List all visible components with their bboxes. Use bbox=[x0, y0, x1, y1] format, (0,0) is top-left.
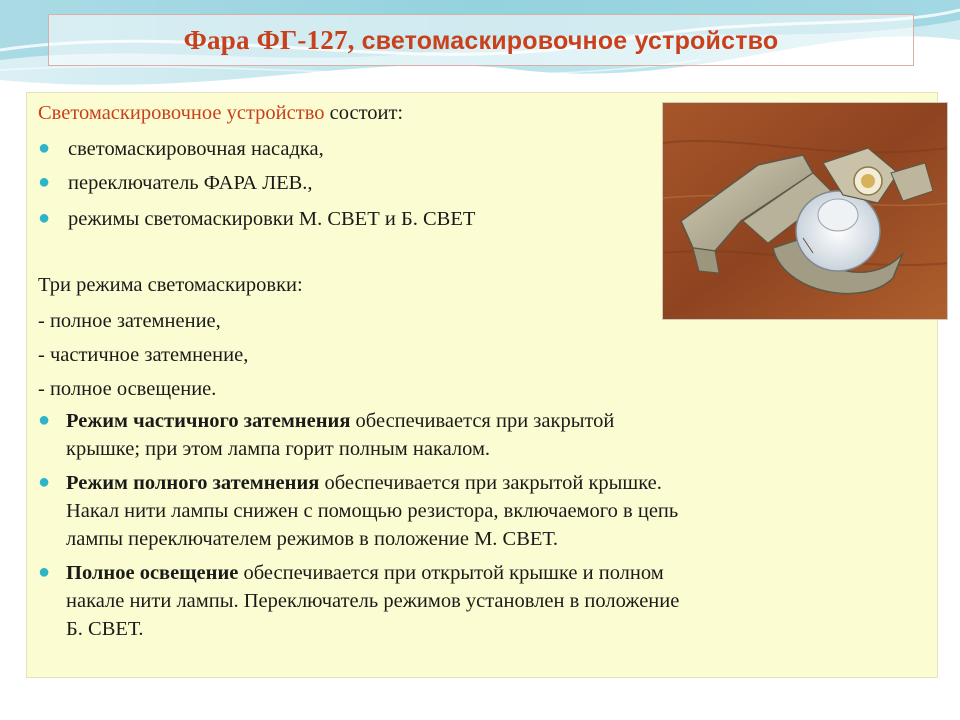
detail-bold: Режим полного затемнения bbox=[66, 472, 320, 494]
modes-heading: Три режима светомаскировки: bbox=[38, 274, 303, 296]
bullet-icon: ● bbox=[38, 207, 51, 229]
detail-bold: Полное освещение bbox=[66, 562, 239, 584]
detail-line: крышке; при этом лампа горит полным накалом. bbox=[66, 438, 491, 460]
detail-bold: Режим частичного затемнения bbox=[66, 410, 351, 432]
slide-title-box bbox=[48, 14, 914, 66]
detail-line: накале нити лампы. Переключатель режимов установлен в положение bbox=[66, 590, 680, 612]
slide-title-part1: Фара ФГ-127, bbox=[183, 24, 362, 55]
detail-line bbox=[66, 406, 614, 436]
detail-line bbox=[66, 468, 662, 498]
slide-title bbox=[184, 25, 779, 56]
detail-line: Накал нити лампы снижен с помощью резистора, включаемого в цепь bbox=[66, 500, 679, 522]
bullet-icon: ● bbox=[38, 137, 51, 159]
bullet-icon: ● bbox=[38, 471, 51, 493]
detail-text: обеспечивается при закрытой bbox=[350, 410, 615, 432]
bullet-icon: ● bbox=[38, 171, 51, 193]
component-item: режимы светомаскировки М. СВЕТ и Б. СВЕТ bbox=[68, 208, 476, 230]
slide-title-part2: светомаскировочное устройство bbox=[361, 26, 779, 55]
component-item: переключатель ФАРА ЛЕВ., bbox=[68, 172, 313, 194]
detail-line: Б. СВЕТ. bbox=[66, 618, 144, 640]
detail-text: обеспечивается при открытой крышке и полном bbox=[238, 562, 664, 584]
intro-accent: Светомаскировочное устройство bbox=[38, 102, 325, 124]
mode-item: - полное освещение. bbox=[38, 378, 217, 400]
detail-line: лампы переключателем режимов в положение М. СВЕТ. bbox=[66, 528, 559, 550]
bullet-icon: ● bbox=[38, 561, 51, 583]
intro-rest: состоит: bbox=[324, 102, 404, 124]
bullet-icon: ● bbox=[38, 409, 51, 431]
intro-line bbox=[38, 98, 403, 128]
headlamp-photo bbox=[662, 102, 948, 320]
detail-line bbox=[66, 558, 664, 588]
headlamp-blackout-device-icon bbox=[663, 103, 948, 320]
component-item: светомаскировочная насадка, bbox=[68, 138, 324, 160]
detail-text: обеспечивается при закрытой крышке. bbox=[319, 472, 662, 494]
mode-item: - полное затемнение, bbox=[38, 310, 221, 332]
mode-item: - частичное затемнение, bbox=[38, 344, 249, 366]
